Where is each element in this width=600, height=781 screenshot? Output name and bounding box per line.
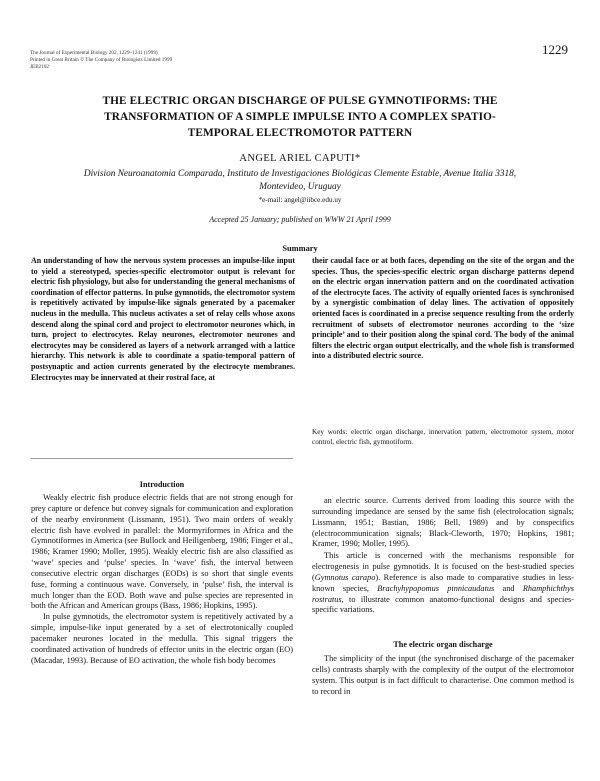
intro-paragraph-3: an electric source. Currents derived from loading this source with the surrounding impedance are sensed by the same fish (electrolocation signals; Lissmann, 1951; Bastian, 1986; Bell, 1989) and by conspecifics (electrocommunication signals; Black-Cleworth, 1970; Hopkins, 1981; Kramer, 1990; Moller, 1995). [312,496,574,549]
journal-line-3: JEB2102 [30,63,50,70]
intro-paragraph-2: In pulse gymnotids, the electromotor system is repetitively activated by a simple, impulse-like input generated by a set of electrotonically coupled pacemaker neurones located in the medulla. This signal triggers the coordinated activation of hundreds of effector units in the electric organ (EO) (Macadar, 1993). Because of EO activation, the whole fish body becomes [31,612,293,665]
summary-left-column: An understanding of how the nervous system processes an impulse-like input to yield a stereotyped, species-specific electromotor output is relevant for electric fish physiology, but also for understanding the general mechanisms of coordination of effector patterns. In pulse gymnotids, the electromotor system is repetitively activated by impulse-like signals generated by a pacemaker nucleus in the medulla. This nucleus activates a set of relay cells whose axons descend along the spinal cord and project to electromotor neurones which, in turn, project to electrocytes. Relay neurones, electromotor neurones and electrocytes may be considered as layers of a network arranged with a lattice hierarchy. This network is able to coordinate a spatio-temporal pattern of postsynaptic and action currents generated by the electrocyte membranes. Electrocytes may be innervated at their rostral face, at [31,256,295,382]
introduction-heading: Introduction [139,480,185,489]
journal-line-1: The Journal of Experimental Biology 202, 1229–1241 (1999) [30,50,158,56]
affiliation-line-1: Division Neuroanatomia Comparada, Instituto de Investigaciones Biológicas Clemente Estable, Avenue Italia 3318, [83,169,517,179]
species-name-rhamphichthys: Rhamphichthys rostratus [312,583,574,604]
acceptance-date: Accepted 25 January; published on WWW 21 April 1999 [209,215,391,224]
species-name-brachyhypopomus: Brachyhypopomus pinnicaudatus [377,583,495,593]
author-affiliation [30,168,570,193]
eod-paragraph-1: The simplicity of the input (the synchronised discharge of the pacemaker cells) contrasts sharply with the complexity of the output of the electromotor system. This output is in fact difficult to characterise. One common method is to record in [312,654,574,696]
page-number: 1229 [542,42,568,57]
section-divider [31,458,293,459]
title-line-1: THE ELECTRIC ORGAN DISCHARGE OF PULSE GYMNOTIFORMS: THE [102,95,498,107]
intro-p4-text-c: and [494,583,523,593]
title-line-3: TEMPORAL ELECTROMOTOR PATTERN [187,127,413,139]
eod-section-heading: The electric organ discharge [393,640,493,650]
article-title [40,93,560,141]
affiliation-line-2: Montevideo, Uruguay [259,181,341,192]
author-name: ANGEL ARIEL CAPUTI* [239,153,361,164]
intro-p4-text-b: ). Reference is also made to comparative studies in less-known species, [312,572,574,593]
body-left-column [31,493,293,667]
title-line-2: TRANSFORMATION OF A SIMPLE IMPULSE INTO A COMPLEX SPATIO- [104,111,496,123]
summary-right-column: their caudal face or at both faces, depending on the site of the organ and the species. Thus, the species-specific electric organ discharge patterns depend on the electric organ innervation pattern and on the coordinated activation of the electrocyte faces. The activity of equally oriented faces is synchronised by a synergistic combination of delay lines. The activation of oppositely oriented faces is coordinated in a precise sequence resulting from the orderly recruitment of subsets of electromotor neurones according to the ‘size principle’ and to their position along the spinal cord. The body of the animal filters the electric organ output electrically, and the whole fish is transformed into a distributed electric source. [312,256,574,361]
intro-paragraph-1: Weakly electric fish produce electric fields that are not strong enough for prey capture or defence but convey signals for communication and exploration of the nearby environment (Lissmann, 1951). Two main orders of weakly electric fish have evolved in parallel: the Mormyriformes in Africa and the Gymnotiformes in America (see Bullock and Heiligenberg, 1986; Finger et al., 1986; Kramer 1990; Moller, 1995). Weakly electric fish are also classified as ‘wave’ species and ‘pulse’ species. In ‘wave’ fish, the interval between consecutive electric organ discharges (EODs) is so short that single events fuse, forming a continuous wave. Conversely, in ‘pulse’ fish, the interval is much longer than the EOD. Both wave and pulse species are represented in both the African and American groups (Bass, 1986; Hopkins, 1995). [31,493,293,611]
intro-p4-text-a: This article is concerned with the mechanisms responsible for electrogenesis in pulse gymnotids. It is focused on the best-studied species ( [312,551,574,582]
author-email: *e-mail: angel@iibce.edu.uy [258,196,342,204]
keywords: Key words: electric organ discharge, innervation pattern, electromotor system, motor control, electric fish, gymnotiform. [312,428,574,446]
body-right-column [312,496,574,698]
intro-paragraph-4 [312,551,574,616]
journal-line-2: Printed in Great Britain © The Company of Biologists Limited 1999 [30,56,173,63]
intro-p4-text-d: , to illustrate common anatomo-functional designs and species-specific variations. [312,594,574,615]
species-name-gymnotus: Gymnotus carapo [314,572,376,582]
summary-heading: Summary [282,244,318,253]
journal-citation [30,50,172,70]
